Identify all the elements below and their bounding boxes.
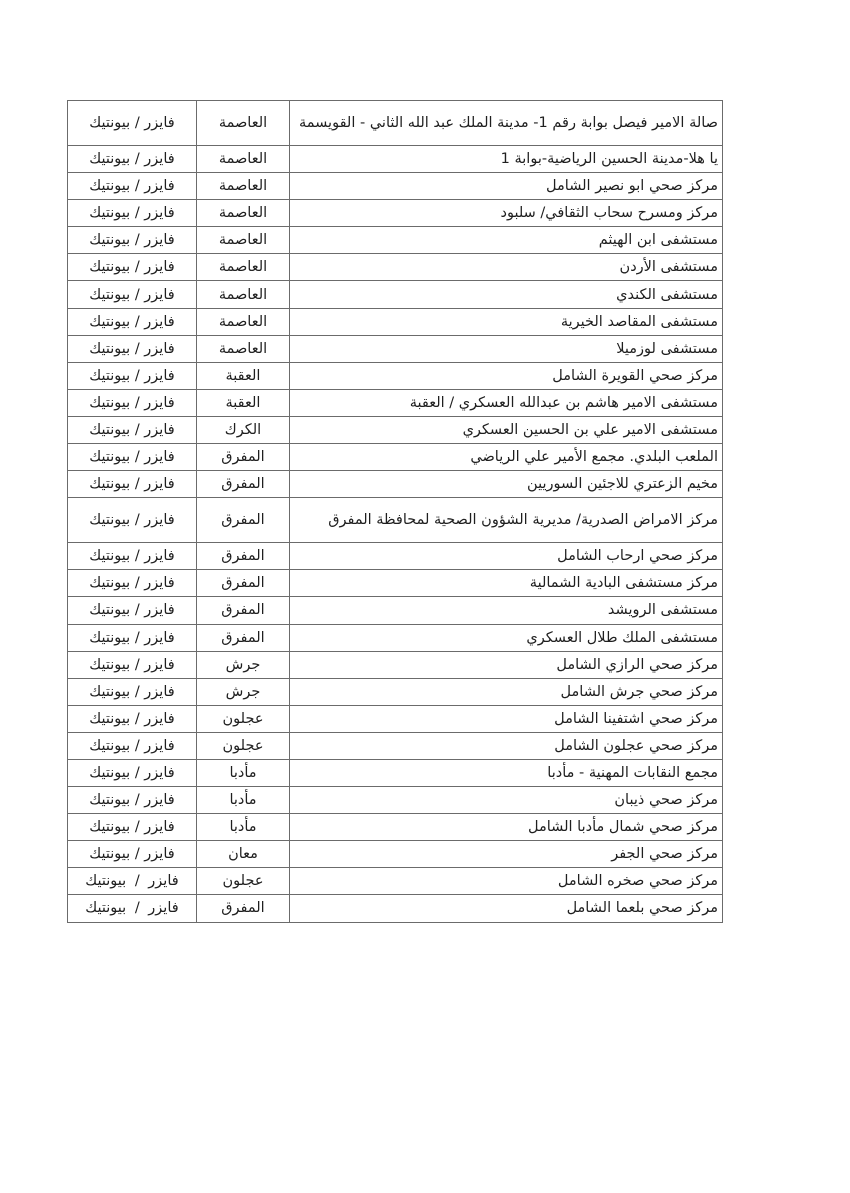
region-cell: معان (197, 841, 290, 868)
region-cell: المفرق (197, 570, 290, 597)
table-row (68, 471, 723, 498)
site-name-cell: مستشفى الملك طلال العسكري (290, 624, 723, 651)
site-name-cell: مركز صحي الرازي الشامل (290, 651, 723, 678)
table-row (68, 787, 723, 814)
region-cell: عجلون (197, 732, 290, 759)
vaccine-type-cell: فايزر / بيونتيك (68, 281, 197, 308)
table-row (68, 570, 723, 597)
vaccine-type-cell: فايزر / بيونتيك (68, 759, 197, 786)
site-name-cell: صالة الامير فيصل بوابة رقم 1- مدينة الملك عبد الله الثاني - القويسمة (290, 101, 723, 146)
vaccine-type-cell: فايزر / بيونتيك (68, 624, 197, 651)
site-name-cell: مستشفى الامير هاشم بن عبدالله العسكري / العقبة (290, 389, 723, 416)
region-cell: جرش (197, 678, 290, 705)
region-cell: عجلون (197, 705, 290, 732)
region-cell: العاصمة (197, 173, 290, 200)
table-row (68, 335, 723, 362)
region-cell: الكرك (197, 416, 290, 443)
table-row (68, 814, 723, 841)
site-name-cell: مركز صحي ابو نصير الشامل (290, 173, 723, 200)
vaccine-type-cell: فايزر / بيونتيك (68, 678, 197, 705)
region-cell: العقبة (197, 362, 290, 389)
vaccine-type-cell: فايزر / بيونتيك (68, 173, 197, 200)
vaccine-type-cell: فايزر / بيونتيك (68, 308, 197, 335)
site-name-cell: مركز صحي القويرة الشامل (290, 362, 723, 389)
table-row (68, 705, 723, 732)
region-cell: المفرق (197, 624, 290, 651)
site-name-cell: مركز صحي صخره الشامل (290, 868, 723, 895)
site-name-cell: الملعب البلدي. مجمع الأمير علي الرياضي (290, 444, 723, 471)
table-row (68, 308, 723, 335)
table-row (68, 389, 723, 416)
region-cell: مأدبا (197, 759, 290, 786)
site-name-cell: مركز صحي جرش الشامل (290, 678, 723, 705)
vaccine-type-cell: فايزر / بيونتيك (68, 227, 197, 254)
region-cell: العقبة (197, 389, 290, 416)
table-row (68, 101, 723, 146)
region-cell: العاصمة (197, 101, 290, 146)
vaccine-type-cell: فايزر / بيونتيك (68, 868, 197, 895)
vaccine-type-cell: فايزر / بيونتيك (68, 498, 197, 543)
vaccine-type-cell: فايزر / بيونتيك (68, 651, 197, 678)
region-cell: العاصمة (197, 308, 290, 335)
site-name-cell: يا هلا-مدينة الحسين الرياضية-بوابة 1 (290, 146, 723, 173)
vaccine-type-cell: فايزر / بيونتيك (68, 570, 197, 597)
vaccine-type-cell: فايزر / بيونتيك (68, 146, 197, 173)
table-row (68, 173, 723, 200)
site-name-cell: مركز الامراض الصدرية/ مديرية الشؤون الصحية لمحافظة المفرق (290, 498, 723, 543)
table-row (68, 543, 723, 570)
table-row (68, 444, 723, 471)
site-name-cell: مستشفى المقاصد الخيرية (290, 308, 723, 335)
site-name-cell: مستشفى الكندي (290, 281, 723, 308)
vaccine-type-cell: فايزر / بيونتيك (68, 362, 197, 389)
vaccine-type-cell: فايزر / بيونتيك (68, 841, 197, 868)
region-cell: مأدبا (197, 814, 290, 841)
table-body (68, 101, 723, 923)
region-cell: العاصمة (197, 200, 290, 227)
vaccine-type-cell: فايزر / بيونتيك (68, 543, 197, 570)
region-cell: عجلون (197, 868, 290, 895)
vaccine-type-cell: فايزر / بيونتيك (68, 895, 197, 922)
site-name-cell: مستشفى الرويشد (290, 597, 723, 624)
region-cell: المفرق (197, 895, 290, 922)
vaccine-type-cell: فايزر / بيونتيك (68, 471, 197, 498)
region-cell: العاصمة (197, 281, 290, 308)
table-row (68, 895, 723, 922)
region-cell: المفرق (197, 543, 290, 570)
table-row (68, 841, 723, 868)
vaccine-type-cell: فايزر / بيونتيك (68, 389, 197, 416)
site-name-cell: مركز صحي ذيبان (290, 787, 723, 814)
table-row (68, 254, 723, 281)
vaccination-sites-table (67, 100, 723, 923)
vaccine-type-cell: فايزر / بيونتيك (68, 597, 197, 624)
table-row (68, 759, 723, 786)
table-row (68, 651, 723, 678)
table-row (68, 498, 723, 543)
site-name-cell: مستشفى لوزميلا (290, 335, 723, 362)
site-name-cell: مركز صحي ارحاب الشامل (290, 543, 723, 570)
region-cell: المفرق (197, 471, 290, 498)
vaccine-type-cell: فايزر / بيونتيك (68, 705, 197, 732)
region-cell: المفرق (197, 498, 290, 543)
site-name-cell: مركز صحي الجفر (290, 841, 723, 868)
site-name-cell: مركز صحي شمال مأدبا الشامل (290, 814, 723, 841)
region-cell: مأدبا (197, 787, 290, 814)
site-name-cell: مركز صحي عجلون الشامل (290, 732, 723, 759)
table-row (68, 678, 723, 705)
site-name-cell: مخيم الزعتري للاجئين السوريين (290, 471, 723, 498)
vaccine-type-cell: فايزر / بيونتيك (68, 444, 197, 471)
site-name-cell: مستشفى الامير علي بن الحسين العسكري (290, 416, 723, 443)
vaccine-type-cell: فايزر / بيونتيك (68, 101, 197, 146)
site-name-cell: مركز مستشفى البادية الشمالية (290, 570, 723, 597)
vaccine-type-cell: فايزر / بيونتيك (68, 200, 197, 227)
table-row (68, 416, 723, 443)
vaccine-type-cell: فايزر / بيونتيك (68, 416, 197, 443)
table-row (68, 597, 723, 624)
region-cell: المفرق (197, 597, 290, 624)
vaccine-type-cell: فايزر / بيونتيك (68, 787, 197, 814)
site-name-cell: مركز ومسرح سحاب الثقافي/ سلبود (290, 200, 723, 227)
vaccine-type-cell: فايزر / بيونتيك (68, 335, 197, 362)
region-cell: جرش (197, 651, 290, 678)
table-row (68, 362, 723, 389)
site-name-cell: مستشفى الأردن (290, 254, 723, 281)
vaccine-type-cell: فايزر / بيونتيك (68, 814, 197, 841)
table-row (68, 146, 723, 173)
region-cell: العاصمة (197, 227, 290, 254)
site-name-cell: مجمع النقابات المهنية - مأدبا (290, 759, 723, 786)
region-cell: العاصمة (197, 146, 290, 173)
table-row (68, 732, 723, 759)
site-name-cell: مركز صحي بلعما الشامل (290, 895, 723, 922)
table-row (68, 200, 723, 227)
region-cell: المفرق (197, 444, 290, 471)
table-row (68, 227, 723, 254)
table-row (68, 624, 723, 651)
table-row (68, 281, 723, 308)
site-name-cell: مستشفى ابن الهيثم (290, 227, 723, 254)
region-cell: العاصمة (197, 335, 290, 362)
vaccine-type-cell: فايزر / بيونتيك (68, 732, 197, 759)
region-cell: العاصمة (197, 254, 290, 281)
table-row (68, 868, 723, 895)
site-name-cell: مركز صحي اشتفينا الشامل (290, 705, 723, 732)
vaccine-type-cell: فايزر / بيونتيك (68, 254, 197, 281)
